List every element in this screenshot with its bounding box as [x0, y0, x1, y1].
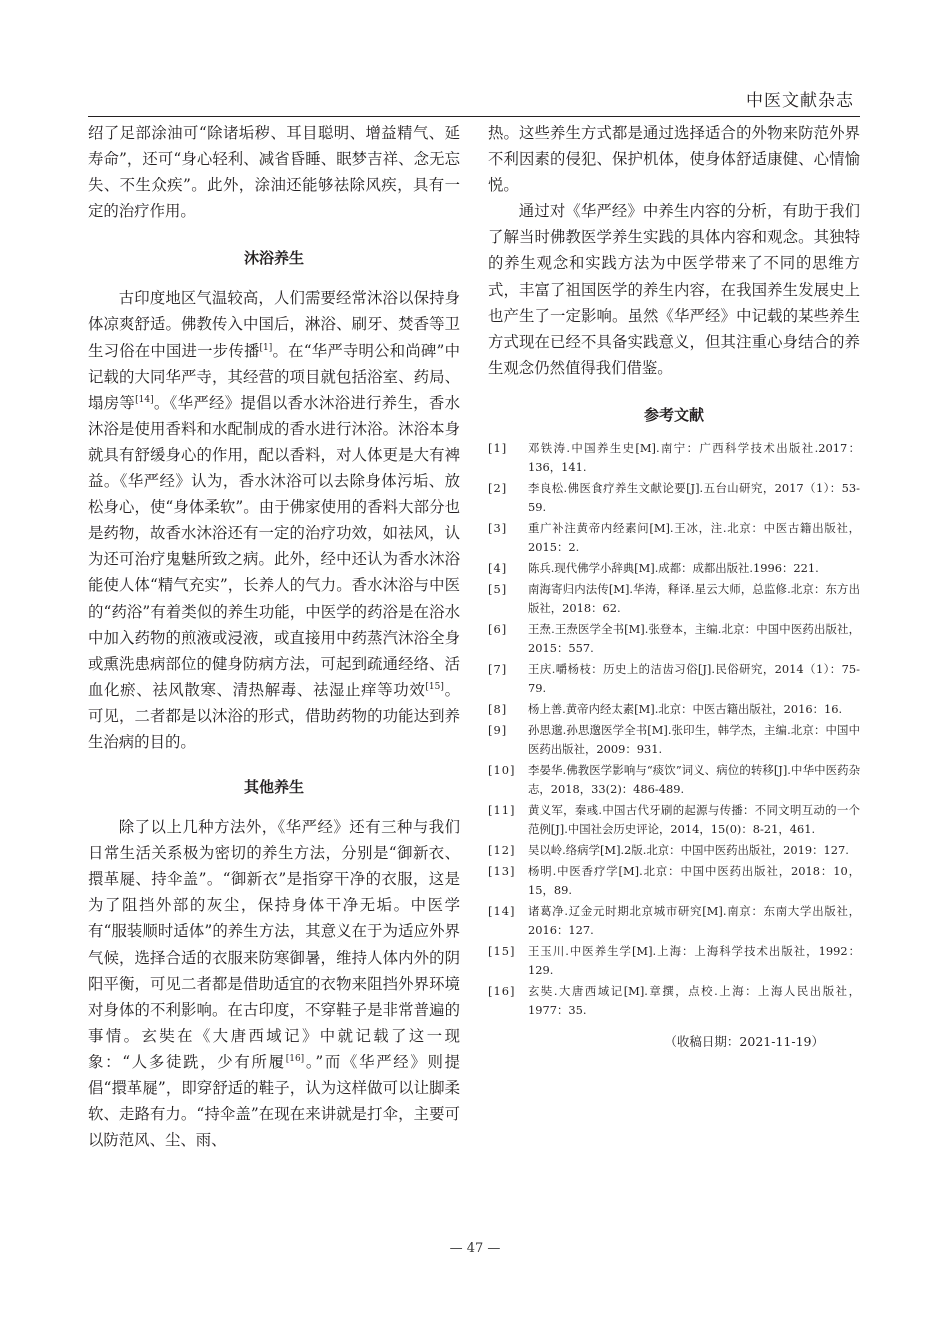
reference-text: 王庆.嚼杨枝：历史上的洁齿习俗[J].民俗研究，2014（1）：75-79.	[528, 661, 860, 695]
other-paragraph	[88, 814, 460, 1153]
reference-item	[488, 862, 860, 900]
reference-number: [14]	[488, 903, 516, 918]
reference-number: [8]	[488, 701, 508, 716]
reference-text: 重广补注黄帝内经素问[M].王冰，注.北京：中医古籍出版社，2015：2.	[528, 520, 860, 554]
page-number: — 47 —	[449, 1241, 501, 1256]
reference-number: [5]	[488, 581, 508, 596]
reference-text: 吴以岭.络病学[M].2版.北京：中国中医药出版社，2019：127.	[528, 842, 849, 857]
reference-number: [12]	[488, 842, 516, 857]
reference-text: 玄奘.大唐西域记[M].章撰，点校.上海：上海人民出版社，1977：35.	[528, 983, 860, 1017]
reference-number: [6]	[488, 621, 508, 636]
reference-item	[488, 519, 860, 557]
journal-title: 中医文献杂志	[746, 91, 854, 111]
reference-number: [9]	[488, 722, 508, 737]
reference-number: [1]	[488, 440, 508, 455]
reference-item	[488, 761, 860, 799]
reference-text: 李晏华.佛教医学影响与“痰饮”词义、病位的转移[J].中华中医药杂志，2018，33(2)：486-489.	[528, 762, 860, 796]
citation-1: [1]	[259, 342, 273, 353]
section-heading-other: 其他养生	[243, 778, 304, 797]
conclusion-paragraph: 通过对《华严经》中养生内容的分析，有助于我们了解当时佛教医学养生实践的具体内容和观念。其独特的养生观念和实践方法为中医学带来了不同的思维方式，丰富了祖国医学的养生内容，在我国养生发展史上也产生了一定影响。虽然《华严经》中记载的某些养生方式现在已经不具备实践意义，但其注重心身结合的养生观念仍然值得我们借鉴。	[488, 202, 860, 377]
reference-number: [7]	[488, 661, 508, 676]
continuation-paragraph: 热。这些养生方式都是通过选择适合的外物来防范外界不利因素的侵犯、保护机体，使身体舒适康健、心情愉悦。	[488, 124, 860, 195]
reference-item	[488, 620, 860, 658]
reference-item	[488, 660, 860, 698]
other-text-b: 。”而《华严经》则提倡“擐革屣”，即穿舒适的鞋子，认为这样做可以让脚柔软、走路有力。“持伞盖”在现在来讲就是打伞，主要可以防范风、尘、雨、	[88, 1052, 461, 1150]
reference-text: 南海寄归内法传[M].华涛，释译.星云大师，总监修.北京：东方出版社，2018：62.	[528, 581, 860, 615]
section-heading-bathing: 沐浴养生	[243, 249, 304, 268]
reference-item	[488, 559, 860, 578]
intro-paragraph: 绍了足部涂油可“除诸垢秽、耳目聪明、增益精气、延寿命”，还可“身心轻利、减省昏睡、眠梦吉祥、念无忘失、不生众疾”。此外，涂油还能够祛除风疾，具有一定的治疗作用。	[88, 124, 460, 221]
reference-text: 孙思邈.孙思邈医学全书[M].张印生，韩学杰，主编.北京：中国中医药出版社，2009：931.	[528, 722, 860, 756]
reference-item	[488, 439, 860, 477]
bathing-paragraph	[88, 285, 460, 755]
right-column	[488, 120, 860, 1050]
bathing-text-b: 。在“华严寺明公和尚碑”中记载的大同华严寺，其经营的项目就包括浴室、药局、塌房等	[88, 341, 460, 412]
reference-list	[488, 439, 860, 1020]
reference-text: 杨上善.黄帝内经太素[M].北京：中医古籍出版社，2016：16.	[528, 701, 843, 716]
reference-item	[488, 841, 860, 860]
reference-number: [3]	[488, 520, 508, 535]
reference-text: 王焘.王焘医学全书[M].张登本，主编.北京：中国中医药出版社，2015：557.	[528, 621, 860, 655]
reference-item	[488, 700, 860, 719]
reference-item	[488, 721, 860, 759]
reference-text: 陈兵.现代佛学小辞典[M].成都：成都出版社.1996：221.	[528, 560, 819, 575]
reference-text: 杨明.中医香疗学[M].北京：中国中医药出版社，2018：10，15，89.	[528, 863, 860, 897]
reference-item	[488, 479, 860, 517]
references-heading: 参考文献	[643, 405, 704, 424]
reference-item	[488, 982, 860, 1020]
bathing-text-d: 。可见，二者都是以沐浴的形式，借助药物的功能达到养生治病的目的。	[88, 680, 460, 751]
reference-item	[488, 580, 860, 618]
bathing-text-a: 古印度地区气温较高，人们需要经常沐浴以保持身体凉爽舒适。佛教传入中国后，淋浴、刷牙、焚香等卫生习俗在中国进一步传播	[88, 289, 460, 360]
reference-number: [11]	[488, 802, 516, 817]
reference-text: 李良松.佛医食疗养生文献论要[J].五台山研究，2017（1）：53-59.	[528, 480, 860, 514]
reference-text: 黄义军，秦彧.中国古代牙刷的起源与传播：不同文明互动的一个范例[J].中国社会历史评论，2014，15(0)：8-21，461.	[528, 802, 860, 836]
reference-item	[488, 942, 860, 980]
citation-14: [14]	[135, 394, 154, 405]
reference-text: 邓铁涛.中国养生史[M].南宁：广西科学技术出版社.2017：136，141.	[528, 440, 860, 474]
reference-number: [16]	[488, 983, 516, 998]
reference-number: [15]	[488, 943, 516, 958]
header-divider	[88, 116, 860, 117]
citation-15: [15]	[425, 681, 444, 692]
reference-item	[488, 801, 860, 839]
left-column	[88, 120, 460, 1153]
other-text-a: 除了以上几种方法外，《华严经》还有三种与我们日常生活关系极为密切的养生方法，分别是“御新衣、擐革屣、持伞盖”。“御新衣”是指穿干净的衣服，这是为了阻挡外部的灰尘，保持身体干净无垢。中医学有“服装顺时适体”的养生方法，其意义在于为适应外界气候，选择合适的衣服来防寒御暑，维持人体内外的阴阳平衡，可见二者都是借助适宜的衣物来阻挡外界环境对身体的不利影响。在古印度，不穿鞋子是非常普遍的事情。玄奘在《大唐西域记》中就记载了这一现象：“人多徒跣，少有所履	[88, 818, 460, 1071]
reference-number: [2]	[488, 480, 508, 495]
reference-item	[488, 902, 860, 940]
bathing-text-c: 。《华严经》提倡以香水沐浴进行养生，香水沐浴是使用香料和水配制成的香水进行沐浴。沐浴本身就具有舒缓身心的作用，配以香料，对人体更是大有裨益。《华严经》认为，香水沐浴可以去除身体污垢、放松身心，使“身体柔软”。由于佛家使用的香料大部分也是药物，故香水沐浴还有一定的治疗功效，如祛风，认为还可治疗鬼魅所致之病。此外，经中还认为香水沐浴能使人体“精气充实”，长养人的气力。香水沐浴与中医的“药浴”有着类似的养生功能，中医学的药浴是在浴水中加入药物的煎液或浸液，或直接用中药蒸汽沐浴全身或熏洗患病部位的健身防病方法，可起到疏通经络、活血化瘀、祛风散寒、清热解毒、祛湿止痒等功效	[88, 393, 460, 699]
received-date: （收稿日期：2021-11-19）	[664, 1033, 824, 1049]
reference-text: 王玉川.中医养生学[M].上海：上海科学技术出版社，1992：129.	[528, 943, 860, 977]
reference-number: [10]	[488, 762, 516, 777]
reference-number: [4]	[488, 560, 508, 575]
citation-16: [16]	[285, 1053, 305, 1064]
reference-number: [13]	[488, 863, 516, 878]
reference-text: 诸葛净.辽金元时期北京城市研究[M].南京：东南大学出版社，2016：127.	[528, 903, 860, 937]
